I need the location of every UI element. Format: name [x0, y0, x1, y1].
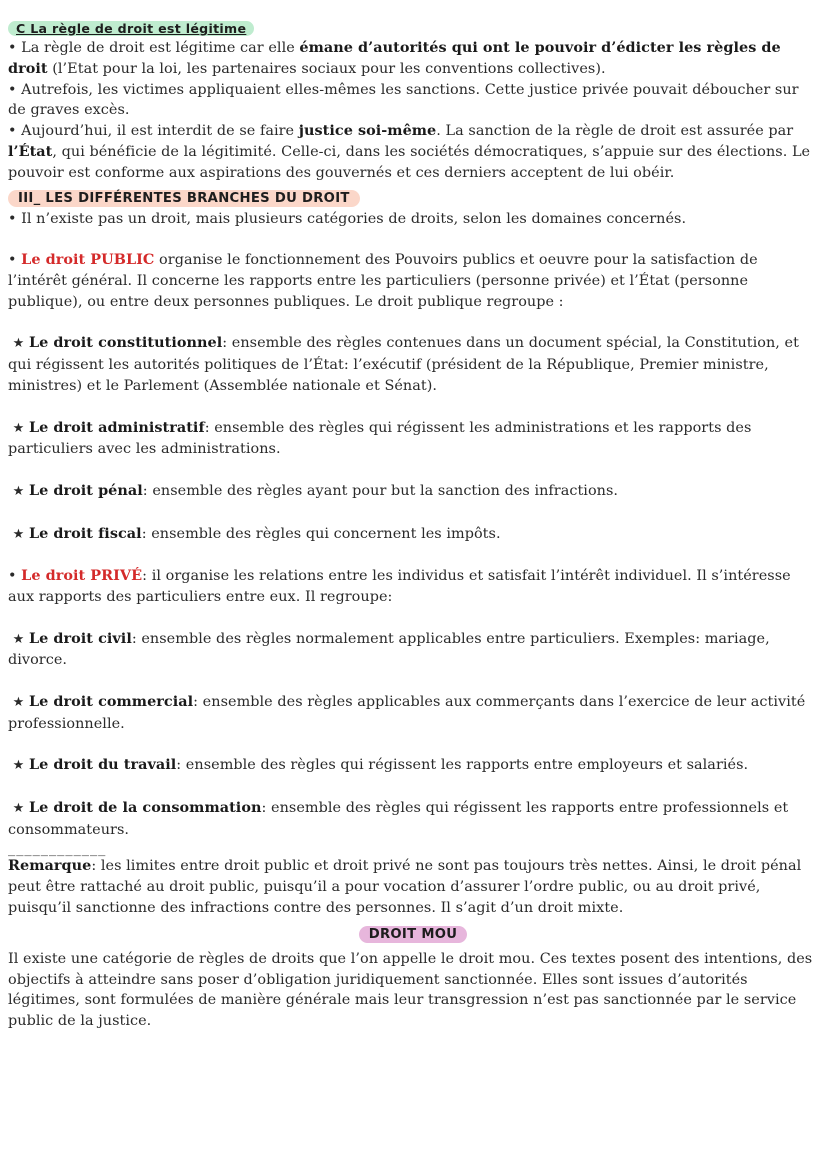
star-icon: ★: [12, 631, 25, 647]
section-c-paragraph-2: • Autrefois, les victimes appliquaient elles-mêmes les sanctions. Cette justice privée pouvait déboucher sur de graves excès.: [8, 81, 799, 119]
star-icon: ★: [12, 800, 25, 816]
star-icon: ★: [12, 420, 25, 436]
section-iii-heading: III_ LES DIFFÉRENTES BRANCHES DU DROIT: [8, 190, 360, 207]
droit-mou-heading: DROIT MOU: [359, 926, 468, 943]
section-c-paragraph-1: • La règle de droit est légitime car elle émane d’autorités qui ont le pouvoir d’édicter les règles de droit (l’Etat pour la loi, les partenaires sociaux pour les conventions collectives).: [8, 39, 781, 77]
section-c-heading-row: [8, 18, 818, 37]
private-item-travail: ★ Le droit du travail: ensemble des règles qui régissent les rapports entre employeurs et salariés.: [12, 756, 749, 774]
star-icon: ★: [12, 758, 25, 774]
droit-mou-paragraph: Il existe une catégorie de règles de droits que l’on appelle le droit mou. Ces textes posent des intentions, des objectifs à atteindre sans poser d’obligation juridiquement sanctionnée. Elles sont issues d’autorités légitimes, sont formulées de manière générale mais leur transgression n’est pas sanctionnée par le service public de la justice.: [8, 950, 813, 1030]
justice-bold: justice soi-même: [298, 122, 437, 140]
section-iii-heading-row: [8, 187, 818, 207]
section-c-paragraph-3: • Aujourd’hui, il est interdit de se faire justice soi-même. La sanction de la règle de droit est assurée par l’État, qui bénéficie de la légitimité. Celle-ci, dans les sociétés démocratiques, s’appuie sur des élections. Le pouvoir est conforme aux aspirations des gouvernés et ces derniers acceptent de lui obéir.: [8, 122, 811, 181]
section-c-heading: C La règle de droit est légitime: [8, 21, 254, 36]
public-law-label: Le droit PUBLIC: [21, 251, 155, 269]
droit-mou-heading-row: [8, 923, 818, 943]
legitimacy-bold: émane d’autorités qui ont le pouvoir d’édicter les règles de droit: [8, 39, 781, 77]
private-item-consommation: ★ Le droit de la consommation: ensemble des règles qui régissent les rapports entre professionnels et consommateurs.: [8, 798, 789, 838]
star-icon: ★: [12, 694, 25, 710]
star-icon: ★: [12, 526, 25, 542]
public-item-constitutionnel: ★ Le droit constitutionnel: ensemble des règles contenues dans un document spécial, la Constitution, et qui régissent les autorités politiques de l’État: l’exécutif (président de la République, Premier ministre, ministres) et le Parlement (Assemblée nationale et Sénat).: [8, 334, 799, 394]
private-law-paragraph: • Le droit PRIVÉ: il organise les relations entre les individus et satisfait l’intérêt individuel. Il s’intéresse aux rapports des particuliers entre eux. Il regroupe:: [8, 567, 791, 605]
star-icon: ★: [12, 336, 25, 352]
remark-label: Remarque: [8, 857, 92, 875]
public-item-fiscal: ★ Le droit fiscal: ensemble des règles qui concernent les impôts.: [12, 524, 501, 542]
star-icon: ★: [12, 483, 25, 499]
separator-line: ____________: [8, 841, 107, 858]
public-law-paragraph: • Le droit PUBLIC organise le fonctionnement des Pouvoirs publics et oeuvre pour la satisfaction de l’intérêt général. Il concerne les rapports entre les particuliers (personne privée) et l’État (personne publique), ou entre deux personnes publiques. Le droit publique regroupe :: [8, 251, 758, 310]
private-item-civil: ★ Le droit civil: ensemble des règles normalement applicables entre particuliers. Exemples: mariage, divorce.: [8, 629, 770, 669]
private-law-label: Le droit PRIVÉ: [21, 567, 143, 585]
remark-paragraph: Remarque: les limites entre droit public et droit privé ne sont pas toujours très nettes. Ainsi, le droit pénal peut être rattaché au droit public, puisqu’il a pour vocation d’assurer l’ordre public, ou au droit privé, puisqu’il sanctionne des infractions contre des personnes. Il s’agit d’un droit mixte.: [8, 857, 802, 917]
etat-bold: l’État: [8, 142, 53, 160]
public-item-administratif: ★ Le droit administratif: ensemble des règles qui régissent les administrations et les rapports des particuliers avec les administrations.: [8, 418, 752, 458]
public-item-penal: ★ Le droit pénal: ensemble des règles ayant pour but la sanction des infractions.: [12, 481, 619, 499]
section-iii-intro: • Il n’existe pas un droit, mais plusieurs catégories de droits, selon les domaines concernés.: [8, 210, 687, 227]
private-item-commercial: ★ Le droit commercial: ensemble des règles applicables aux commerçants dans l’exercice de leur activité professionnelle.: [8, 692, 806, 732]
